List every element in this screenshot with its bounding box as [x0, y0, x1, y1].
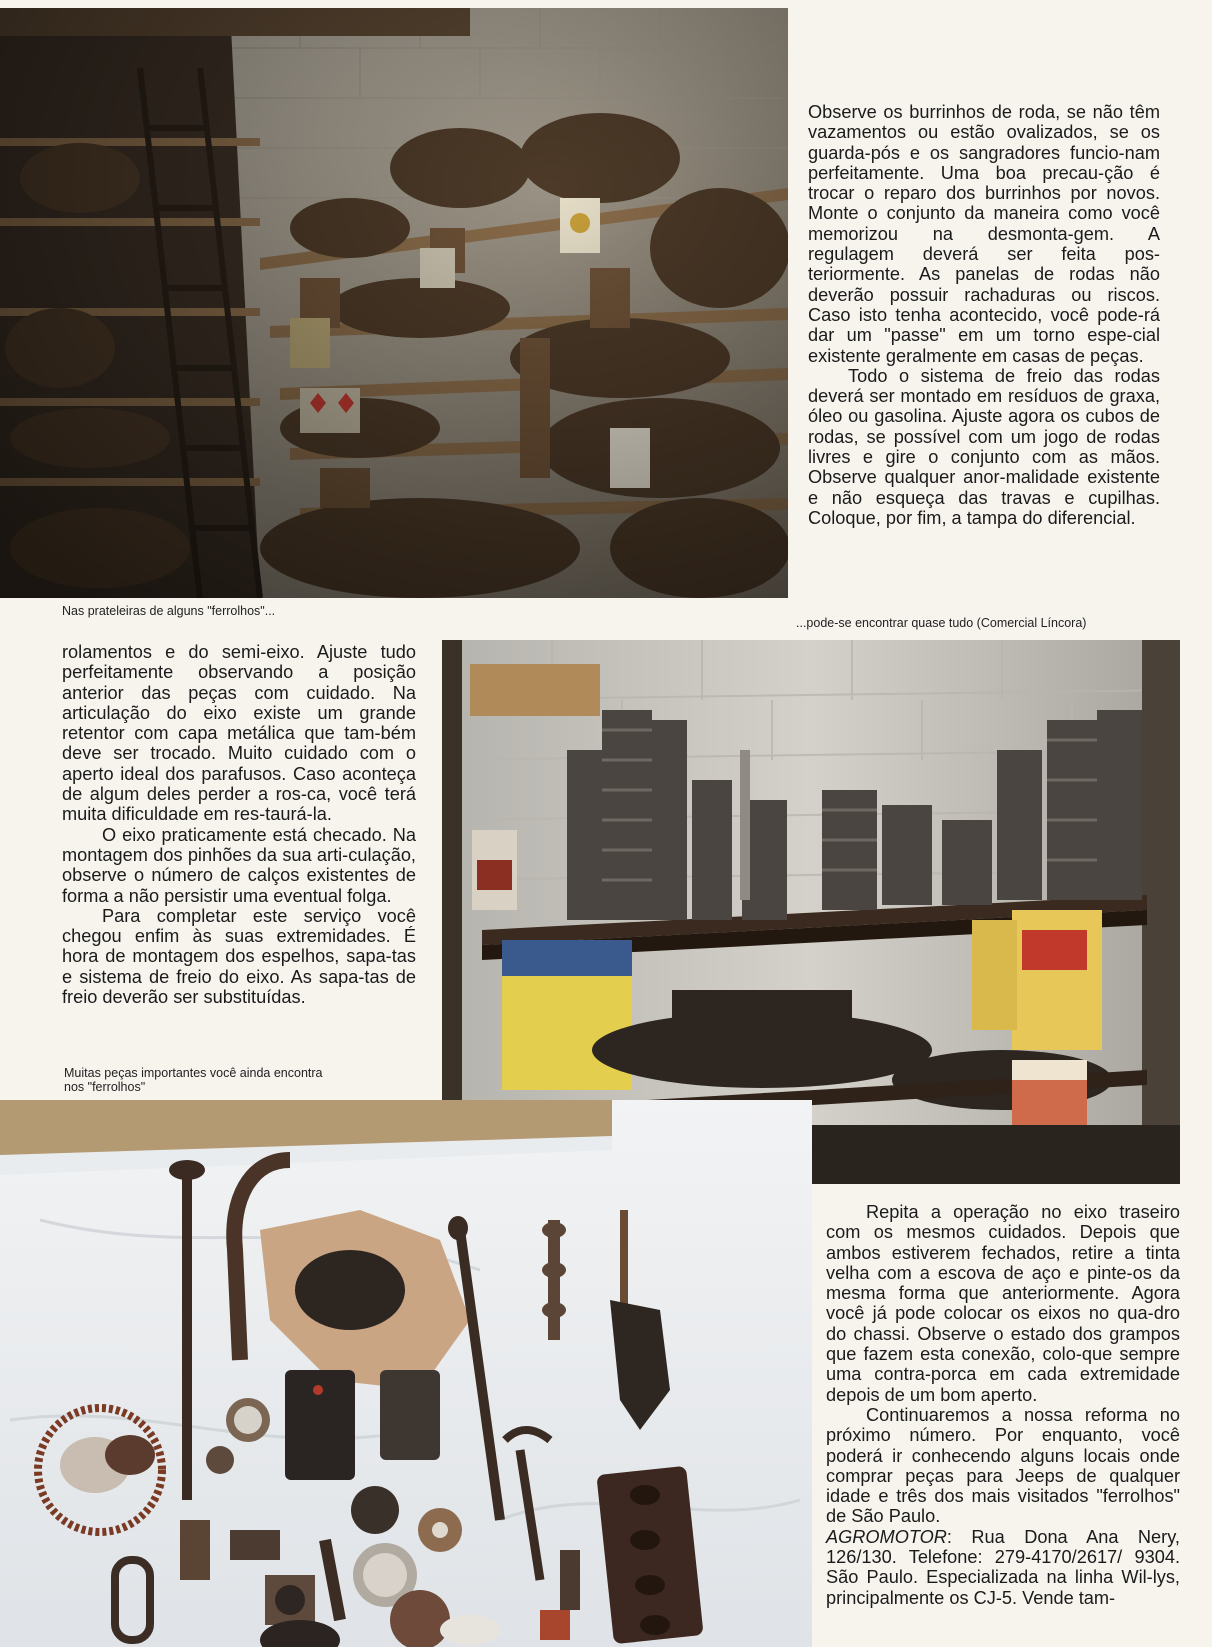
- paragraph-brake-shoes: Para completar este serviço você chegou enfim às suas extremidades. É hora de montagem dos espelhos, sapa-tas e sistema de freio do eixo. As sapa-tas de freio deverão ser substituídas.: [62, 905, 416, 1008]
- caption-photo-shelves: Nas prateleiras de alguns "ferrolhos"...: [62, 604, 276, 618]
- text-column-left-middle: [62, 642, 416, 1007]
- caption-photo-gears: ...pode-se encontrar quase tudo (Comercial Líncora): [796, 616, 1087, 630]
- caption-photo-parts-line2: nos "ferrolhos": [64, 1080, 146, 1094]
- caption-photo-parts: [64, 1066, 322, 1094]
- photo-parts-image: [0, 1100, 812, 1647]
- paragraph-brake-system: Todo o sistema de freio das rodas deverá ser montado em resíduos de graxa, óleo ou gasolina. Ajuste agora os cubos de rodas, se possível com um jogo de rodas livres e gire o conjunto com as mãos. Observe qualquer anor-malidade existente e não esqueça das travas e cupilhas. Coloque, por fim, a tampa do diferencial.: [808, 365, 1160, 528]
- paragraph-agromotor: [826, 1527, 1180, 1608]
- text-column-right-bottom: [826, 1202, 1180, 1608]
- paragraph-brake-cylinders: Observe os burrinhos de roda, se não têm vazamentos ou estão ovalizados, se os guarda-pós e os sangradores funcio-nam perfeitamente. Uma boa precau-ção é trocar o reparo dos burrinhos por novos. Monte o conjunto da maneira como você memorizou na desmonta-gem. A regulagem deverá ser feita pos-teriormente. As panelas de rodas não deverão possuir rachaduras ou riscos. Caso isto tenha acontecido, você pode-rá dar um "passe" em um torno espe-cial existente geralmente em casas de peças.: [808, 102, 1160, 366]
- paragraph-continue-next-issue: Continuaremos a nossa reforma no próximo número. Por enquanto, você poderá ir conhecendo alguns locais onde comprar peças para Jeeps de qualquer idade e três dos mais visitados "ferrolhos" de São Paulo.: [826, 1404, 1180, 1527]
- photo-shelves-image: [0, 8, 788, 598]
- text-column-right-top: [808, 102, 1160, 528]
- agromotor-text: : Rua Dona Ana Nery, 126/130. Telefone: 279-4170/2617/ 9304. São Paulo. Especializada na linha Wil-lys, principalmente os CJ-5. Vende tam-: [826, 1526, 1180, 1608]
- paragraph-axle-checked: O eixo praticamente está checado. Na montagem dos pinhões da sua arti-culação, observe o número de calços existentes de forma a não persistir uma eventual folga.: [62, 824, 416, 906]
- photo-parts-on-cloth: [0, 1100, 812, 1647]
- paragraph-bearings: rolamentos e do semi-eixo. Ajuste tudo perfeitamente observando a posição anterior das peças com cuidado. Na articulação do eixo existe um grande retentor com capa metálica que tam-bém deve ser trocado. Muito cuidado com o aperto ideal dos parafusos. Caso aconteça de algum deles perder a ros-ca, você terá muita dificuldade em res-taurá-la.: [62, 642, 416, 825]
- paragraph-rear-axle: Repita a operação no eixo traseiro com os mesmos cuidados. Depois que ambos estiverem fechados, retire a tinta velha com a escova de aço e pinte-os da mesma forma que anteriormente. Agora você já pode colocar os eixos no qua-dro do chassi. Observe o estado dos grampos que fazem esta conexão, colo-que sempre uma contra-porca em cada extremidade depois de um bom aperto.: [826, 1202, 1180, 1405]
- agromotor-label: AGROMOTOR: [826, 1526, 947, 1547]
- caption-photo-parts-line1: Muitas peças importantes você ainda encontra: [64, 1066, 323, 1080]
- photo-shelves-ferrolho: [0, 8, 788, 598]
